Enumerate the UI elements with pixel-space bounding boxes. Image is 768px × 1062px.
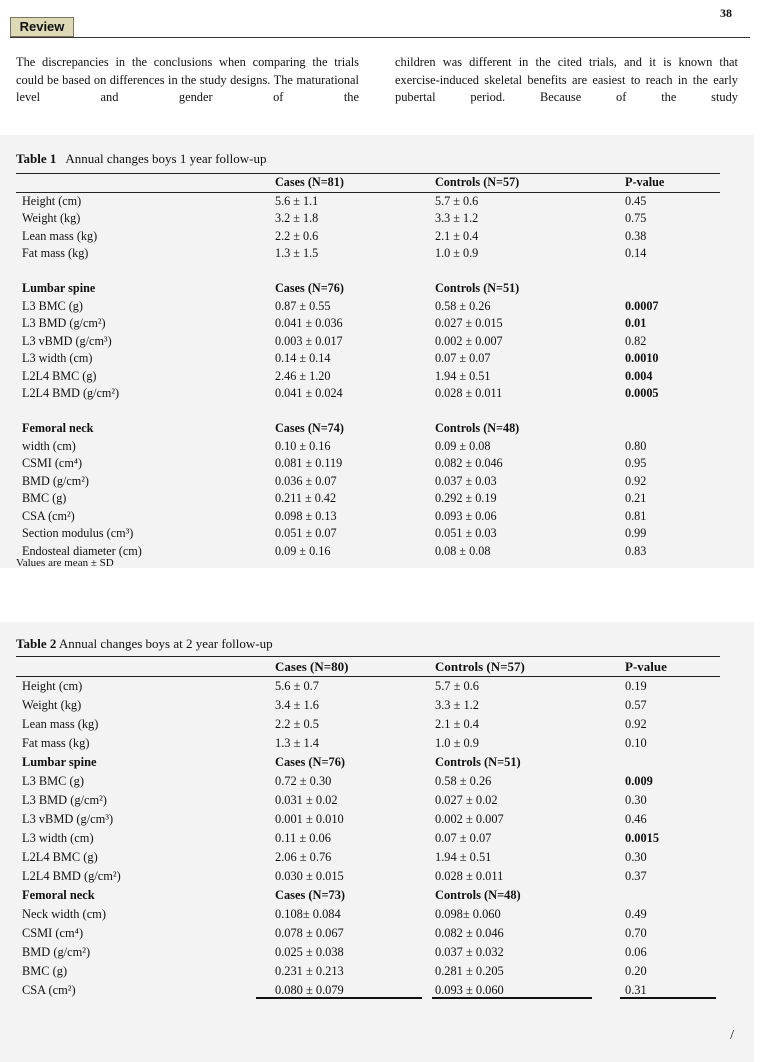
cell-p-value: 0.009: [625, 774, 653, 788]
cell-cases: 0.025 ± 0.038: [275, 945, 344, 959]
cell-cases: 0.081 ± 0.119: [275, 456, 343, 471]
cell-controls: 0.082 ± 0.046: [435, 926, 504, 940]
cell-cases: 2.46 ± 1.20: [275, 368, 331, 383]
cell-p-value: [625, 280, 720, 298]
cell-label: Fat mass (kg): [22, 246, 89, 261]
cell-label: [16, 403, 275, 421]
cell-p-value: 0.0005: [625, 386, 659, 401]
cell-p-value: 0.81: [625, 508, 647, 523]
table-header-row: [16, 657, 720, 677]
intro-text: [16, 54, 738, 107]
header-cases: Cases (N=81): [275, 174, 435, 193]
cell-cases: Cases (N=74): [275, 421, 344, 436]
table-row: [16, 715, 720, 734]
cell-controls: 0.037 ± 0.03: [435, 473, 497, 488]
cell-p-value: 0.01: [625, 316, 647, 331]
cell-label: L2L4 BMC (g): [22, 368, 97, 383]
cell-controls: 0.093 ± 0.060: [435, 983, 504, 997]
cell-controls: 0.58 ± 0.26: [435, 298, 491, 313]
cell-cases: 0.10 ± 0.16: [275, 438, 331, 453]
cell-cases: 0.003 ± 0.017: [275, 333, 343, 348]
cell-cases: 0.231 ± 0.213: [275, 964, 344, 978]
table-row: [16, 886, 720, 905]
cell-label: L2L4 BMC (g): [22, 850, 98, 864]
table-2-label: Table 2: [16, 636, 57, 651]
cell-p-value: 0.37: [625, 869, 647, 883]
cell-controls: 0.292 ± 0.19: [435, 491, 497, 506]
cell-controls: Controls (N=48): [435, 421, 520, 436]
cell-cases: 2.2 ± 0.5: [275, 717, 319, 731]
cell-controls: [435, 403, 625, 421]
cell-cases: 2.2 ± 0.6: [275, 228, 319, 243]
cell-controls: Controls (N=51): [435, 755, 521, 769]
cell-cases: 0.036 ± 0.07: [275, 473, 337, 488]
header-rule: [10, 37, 750, 38]
cell-p-value: 0.92: [625, 717, 647, 731]
cell-p-value: 0.0007: [625, 298, 659, 313]
cell-p-value: 0.80: [625, 438, 647, 453]
cell-p-value: [625, 886, 720, 905]
header-label: [16, 174, 275, 193]
cell-cases: 0.078 ± 0.067: [275, 926, 344, 940]
cell-controls: 2.1 ± 0.4: [435, 717, 479, 731]
table-row: [16, 525, 720, 543]
cell-p-value: 0.20: [625, 964, 647, 978]
table-2: [16, 656, 720, 1000]
cell-p-value: 0.46: [625, 812, 647, 826]
cell-controls: 0.281 ± 0.205: [435, 964, 504, 978]
cell-controls: 3.3 ± 1.2: [435, 211, 479, 226]
table-row: [16, 962, 720, 981]
cell-p-value: 0.21: [625, 491, 647, 506]
cell-controls: 0.58 ± 0.26: [435, 774, 492, 788]
cell-p-value: 0.31: [625, 983, 647, 997]
table-row: [16, 385, 720, 403]
cell-controls: 0.002 ± 0.007: [435, 812, 504, 826]
cell-controls: 3.3 ± 1.2: [435, 698, 479, 712]
cell-cases: 0.87 ± 0.55: [275, 298, 331, 313]
cell-label: L3 BMC (g): [22, 774, 84, 788]
table-row: [16, 905, 720, 924]
table-row: [16, 473, 720, 491]
cell-label: L3 BMD (g/cm²): [22, 316, 106, 331]
cell-controls: 2.1 ± 0.4: [435, 228, 479, 243]
cell-cases: 0.051 ± 0.07: [275, 526, 337, 541]
cell-cases: Cases (N=76): [275, 281, 344, 296]
table-row: [16, 210, 720, 228]
table-2-caption: [16, 636, 273, 652]
cell-controls: 0.051 ± 0.03: [435, 526, 497, 541]
cell-p-value: [625, 263, 720, 281]
cell-label: BMD (g/cm²): [22, 473, 89, 488]
cell-label: BMC (g): [22, 491, 67, 506]
table-row: [16, 829, 720, 848]
table-row: [16, 924, 720, 943]
cell-controls: Controls (N=48): [435, 888, 521, 902]
cell-label: Lean mass (kg): [22, 228, 98, 243]
table-1: [16, 173, 720, 560]
cell-p-value: 0.49: [625, 907, 647, 921]
cell-label: L3 vBMD (g/cm³): [22, 812, 114, 826]
table-2-panel: [0, 622, 754, 1062]
header-p-value: P-value: [625, 174, 720, 193]
cell-controls: 0.028 ± 0.011: [435, 386, 503, 401]
cell-controls: 0.027 ± 0.02: [435, 793, 498, 807]
cell-cases: 1.3 ± 1.4: [275, 736, 319, 750]
cell-controls: 0.08 ± 0.08: [435, 543, 491, 558]
table-row: [16, 677, 720, 697]
cell-cases: 0.108± 0.084: [275, 907, 341, 921]
cell-controls: 0.002 ± 0.007: [435, 333, 503, 348]
table-row: [16, 403, 720, 421]
header-label: [16, 657, 275, 677]
table-row: [16, 455, 720, 473]
page-number: 38: [720, 6, 732, 20]
cell-label: L3 width (cm): [22, 351, 93, 366]
table-1-title: Annual changes boys 1 year follow-up: [65, 151, 267, 166]
cell-cases: 0.09 ± 0.16: [275, 543, 331, 558]
cell-controls: [435, 263, 625, 281]
cell-p-value: 0.82: [625, 333, 647, 348]
cell-label: width (cm): [22, 438, 76, 453]
cell-p-value: 0.57: [625, 698, 647, 712]
cell-cases: 5.6 ± 1.1: [275, 193, 319, 208]
cell-cases: Cases (N=73): [275, 888, 346, 902]
cell-controls: 5.7 ± 0.6: [435, 679, 479, 693]
cell-cases: 2.06 ± 0.76: [275, 850, 332, 864]
cell-cases: 0.030 ± 0.015: [275, 869, 344, 883]
table-1-caption: [16, 151, 266, 167]
cell-cases: 0.031 ± 0.02: [275, 793, 338, 807]
cell-cases: 3.4 ± 1.6: [275, 698, 319, 712]
table-row: [16, 490, 720, 508]
cell-controls: 1.94 ± 0.51: [435, 368, 491, 383]
table-2-bottom-rule-cases: [256, 997, 422, 999]
intro-left-column: The discrepancies in the conclusions when comparing the trials could be based on differences in the study designs. The maturational level and gender of the: [16, 55, 359, 104]
table-2-title: Annual changes boys at 2 year follow-up: [58, 636, 273, 651]
cell-label: CSMI (cm⁴): [22, 456, 83, 471]
table-1-label: Table 1: [16, 151, 57, 166]
table-row: [16, 753, 720, 772]
table-2-bottom-rule-pvalue: [620, 997, 716, 999]
table-row: [16, 508, 720, 526]
cell-controls: 0.07 ± 0.07: [435, 831, 492, 845]
cell-cases: 1.3 ± 1.5: [275, 246, 319, 261]
cell-label: Section modulus (cm³): [22, 526, 134, 541]
cell-label: L3 vBMD (g/cm³): [22, 333, 112, 348]
cell-label: L3 width (cm): [22, 831, 94, 845]
cell-label: BMC (g): [22, 964, 68, 978]
table-row: [16, 420, 720, 438]
table-row: [16, 280, 720, 298]
cell-p-value: 0.30: [625, 793, 647, 807]
table-row: [16, 350, 720, 368]
table-row: [16, 333, 720, 351]
table-row: [16, 734, 720, 753]
cell-p-value: 0.45: [625, 193, 647, 208]
cell-p-value: 0.14: [625, 246, 647, 261]
cell-cases: 0.14 ± 0.14: [275, 351, 331, 366]
table-row: [16, 696, 720, 715]
cell-label: CSA (cm²): [22, 983, 76, 997]
cell-label: Lean mass (kg): [22, 717, 99, 731]
cell-label: CSMI (cm⁴): [22, 926, 84, 940]
cell-label: Endosteal diameter (cm): [22, 543, 142, 558]
table-2-bottom-rule-controls: [432, 997, 592, 999]
cell-cases: 5.6 ± 0.7: [275, 679, 319, 693]
cell-p-value: 0.83: [625, 543, 647, 558]
cell-label: Height (cm): [22, 679, 83, 693]
cell-cases: 0.041 ± 0.024: [275, 386, 343, 401]
cell-p-value: 0.95: [625, 456, 647, 471]
table-row: [16, 772, 720, 791]
table-row: [16, 228, 720, 246]
header-cases: Cases (N=80): [275, 657, 435, 677]
cell-label: CSA (cm²): [22, 508, 75, 523]
cell-p-value: 0.004: [625, 368, 653, 383]
cell-p-value: 0.92: [625, 473, 647, 488]
cell-cases: [275, 403, 435, 421]
cell-p-value: 0.0015: [625, 831, 660, 845]
table-row: [16, 263, 720, 281]
cell-p-value: [625, 420, 720, 438]
cell-label: Height (cm): [22, 193, 82, 208]
table-row: [16, 192, 720, 210]
cell-p-value: 0.0010: [625, 351, 659, 366]
cell-label: Neck width (cm): [22, 907, 106, 921]
table-row: [16, 368, 720, 386]
table-row: [16, 438, 720, 456]
header-controls: Controls (N=57): [435, 657, 625, 677]
cell-cases: 0.001 ± 0.010: [275, 812, 344, 826]
cell-p-value: 0.75: [625, 211, 647, 226]
table-row: [16, 298, 720, 316]
cell-cases: 0.72 ± 0.30: [275, 774, 332, 788]
cell-cases: 3.2 ± 1.8: [275, 211, 319, 226]
table-row: [16, 943, 720, 962]
cell-controls: 0.037 ± 0.032: [435, 945, 504, 959]
cell-label: Lumbar spine: [22, 755, 97, 769]
cell-label: L2L4 BMD (g/cm²): [22, 869, 121, 883]
cell-label: L2L4 BMD (g/cm²): [22, 386, 120, 401]
cell-p-value: 0.10: [625, 736, 647, 750]
cell-label: Fat mass (kg): [22, 736, 90, 750]
table-1-note: Values are mean ± SD: [16, 557, 114, 569]
cell-controls: 0.028 ± 0.011: [435, 869, 504, 883]
margin-mark: /: [730, 1028, 734, 1043]
cell-controls: 1.94 ± 0.51: [435, 850, 492, 864]
cell-cases: 0.080 ± 0.079: [275, 983, 344, 997]
table-row: [16, 245, 720, 263]
header-p-value: P-value: [625, 657, 720, 677]
cell-label: Femoral neck: [22, 421, 94, 436]
table-row: [16, 810, 720, 829]
cell-controls: 1.0 ± 0.9: [435, 736, 479, 750]
cell-cases: 0.041 ± 0.036: [275, 316, 343, 331]
cell-controls: Controls (N=51): [435, 281, 520, 296]
cell-controls: 0.098± 0.060: [435, 907, 501, 921]
cell-controls: 0.093 ± 0.06: [435, 508, 497, 523]
cell-cases: 0.211 ± 0.42: [275, 491, 337, 506]
cell-label: L3 BMD (g/cm²): [22, 793, 107, 807]
cell-p-value: [625, 403, 720, 421]
header-controls: Controls (N=57): [435, 174, 625, 193]
cell-controls: 1.0 ± 0.9: [435, 246, 479, 261]
table-row: [16, 543, 720, 561]
cell-cases: [275, 263, 435, 281]
table-row: [16, 867, 720, 886]
cell-controls: 5.7 ± 0.6: [435, 193, 479, 208]
cell-label: Weight (kg): [22, 211, 81, 226]
table-1-panel: [0, 135, 754, 568]
cell-cases: 0.11 ± 0.06: [275, 831, 331, 845]
table-row: [16, 791, 720, 810]
intro-right-column: children was different in the cited trials, and it is known that exercise-induced skeletal benefits are easiest to reach in the early pubertal period. Because of the study: [395, 55, 738, 104]
cell-label: L3 BMC (g): [22, 298, 83, 313]
cell-p-value: [625, 753, 720, 772]
cell-p-value: 0.30: [625, 850, 647, 864]
cell-controls: 0.027 ± 0.015: [435, 316, 503, 331]
cell-p-value: 0.38: [625, 228, 647, 243]
cell-label: Lumbar spine: [22, 281, 96, 296]
section-tag: Review: [10, 17, 74, 37]
cell-p-value: 0.06: [625, 945, 647, 959]
table-header-row: [16, 174, 720, 193]
cell-p-value: 0.70: [625, 926, 647, 940]
cell-controls: 0.082 ± 0.046: [435, 456, 503, 471]
cell-controls: 0.09 ± 0.08: [435, 438, 491, 453]
cell-cases: 0.098 ± 0.13: [275, 508, 337, 523]
cell-label: Femoral neck: [22, 888, 95, 902]
table-row: [16, 848, 720, 867]
cell-label: [16, 263, 275, 281]
cell-p-value: 0.19: [625, 679, 647, 693]
cell-controls: 0.07 ± 0.07: [435, 351, 491, 366]
cell-label: Weight (kg): [22, 698, 82, 712]
cell-p-value: 0.99: [625, 526, 647, 541]
cell-label: BMD (g/cm²): [22, 945, 91, 959]
table-row: [16, 315, 720, 333]
cell-cases: Cases (N=76): [275, 755, 346, 769]
